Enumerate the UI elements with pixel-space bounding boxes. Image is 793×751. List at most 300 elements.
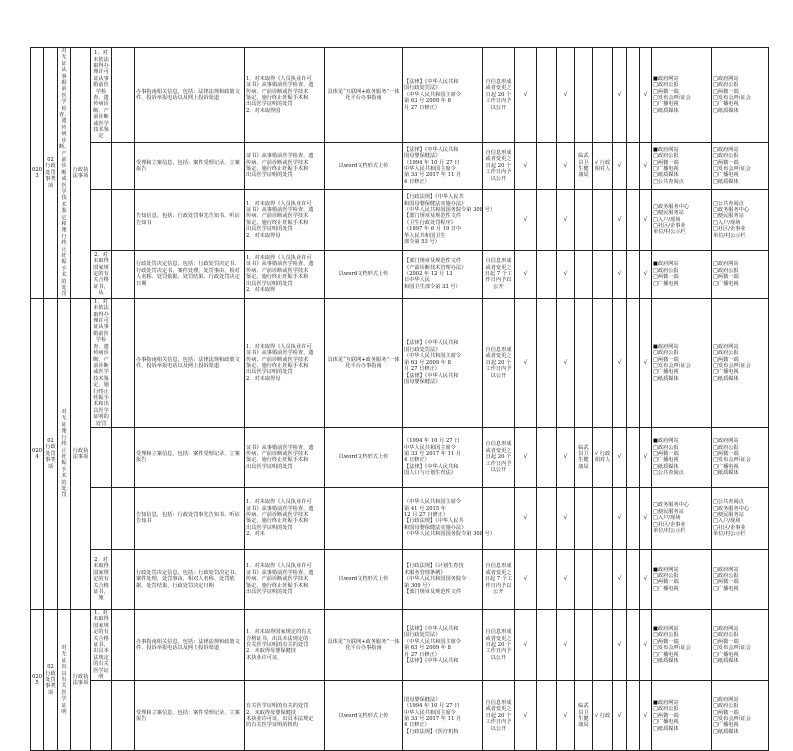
cell-line: 单位/村公示栏: [653, 229, 686, 236]
cell-line: 【法律】《中华人民共和: [404, 625, 459, 632]
cell-line: 出具医学证明的处罚: [246, 172, 293, 179]
cell-line: 鉴定、施行终止妊娠手术和: [246, 582, 309, 589]
mid-basis: [245, 487, 325, 549]
cell-line: □政府网站: [713, 343, 739, 350]
check-mark: √: [640, 549, 652, 609]
channel-options-2: [712, 681, 769, 751]
blank: [627, 549, 640, 609]
cell-line: □公共查阅点: [653, 470, 684, 477]
cell-line: □政务服务中心: [713, 207, 750, 214]
cell-line: □广播电视: [653, 280, 679, 287]
cell-line: 中华人民共和国主席令: [404, 709, 456, 716]
cell-line: 《产前诊断技术管理办法》: [404, 264, 467, 271]
mid-basis: [245, 427, 325, 487]
basis-col: 行政执法事项: [71, 609, 91, 750]
blank: [627, 427, 640, 487]
check-mark: √: [640, 427, 652, 487]
cell-line: □政府网站: [713, 261, 739, 268]
cell-line: 1．对未取得《人员执业许可: [246, 563, 312, 570]
check-mark: √: [557, 549, 575, 609]
table-row: [31, 298, 769, 427]
check-mark: √: [557, 142, 575, 189]
channel-options: [652, 250, 712, 298]
cell-line: 单位/村公示栏: [713, 531, 746, 538]
channel-options: [652, 549, 712, 609]
blank: [627, 48, 640, 143]
cell-line: （中华人民共和国主席令: [404, 91, 462, 98]
check-mark: √: [640, 681, 652, 751]
cell-line: ■政府网站: [653, 343, 679, 350]
content: 行政处罚决定信息，包括：行政处罚决定书、案件处理，处罚事由，相对人名称、处罚依据、处罚结果、行政处罚决定日期: [135, 549, 245, 609]
cell-line: （中华人民共和国国务院令第 308 号）: [404, 207, 496, 214]
cell-line: □两微一端: [713, 451, 739, 458]
channel-options-2: [712, 48, 769, 143]
scope: [593, 48, 613, 143]
cell-line: □纸质媒体: [713, 658, 739, 665]
cell-line: 第 33 号 2017 年 11 月: [404, 715, 462, 722]
cell-line: 第 63 号 2009 年 8: [404, 645, 451, 652]
cell-line: 第 63 号 2009 年 8: [404, 359, 451, 366]
cell-line: □广播电视: [713, 172, 739, 179]
cell-line: （中华人民共和国主席令: [404, 638, 462, 645]
cell-line: 和国卫生部令第 33 号）: [404, 283, 461, 290]
cell-line: 鉴定、施行终止妊娠手术和: [246, 94, 309, 101]
channel: 以word文档形式上传: [325, 250, 403, 298]
cell-line: 第 63 号 2009 年 8: [404, 98, 451, 105]
cell-line: 【法律】《中华人民共和: [404, 146, 459, 153]
cell-line: □政府公报: [713, 267, 739, 274]
cell-line: □便民服务站: [713, 213, 744, 220]
check-mark: √: [515, 681, 537, 751]
cell-line: 第 33 号 2017 年 11 月: [404, 451, 462, 458]
check-mark: √: [640, 48, 652, 143]
blank: [627, 250, 640, 298]
cell-line: （中华人民共和国主席令: [404, 353, 462, 360]
cell-line: 传病、产前诊断或医学技术: [246, 356, 309, 363]
check-mark: √: [640, 609, 652, 680]
check-mark: √: [557, 681, 575, 751]
cell-line: 出具医学证明的处罚: [246, 524, 293, 531]
cell-line: □政府公报: [653, 267, 679, 274]
cell-line: □广播电视: [713, 463, 739, 470]
cell-line: □纸质媒体: [653, 658, 679, 665]
cell-line: □社区/企事业: [713, 524, 746, 531]
cell-line: □广播电视: [713, 101, 739, 108]
item-name: 对无证从事婚前医学检查、遗传病诊断、产前诊断或医学技术鉴定和施行终止妊娠手术的处罚: [59, 48, 70, 298]
cell-line: 【行政法规】《中华人民共: [404, 194, 464, 201]
cell-line: 【法律】《中华人民共和: [404, 658, 459, 665]
table-row: [31, 549, 769, 609]
cell-line: 出具医学证明的处罚: [246, 589, 293, 596]
cell-line: 国母婴保健法》: [404, 696, 441, 703]
subject: 2．对未取得国家规定的有关合格证书，施: [91, 549, 112, 609]
cell-line: 证书》从事婚前医学检查、遗: [246, 569, 314, 576]
check-mark: √: [640, 142, 652, 189]
cell-line: （中华人民共和国主席令: [404, 499, 462, 506]
cell-line: □政府网站: [713, 146, 739, 153]
basis-col: 行政执法事项: [71, 298, 91, 609]
dept: [575, 190, 593, 251]
cell-line: 证书》从事婚前医学检查、遗: [246, 350, 314, 357]
cell-line: □发布会/听证会: [653, 94, 691, 101]
check-mark: √: [557, 487, 575, 549]
cell-line: 2．对未取得母: [246, 232, 281, 239]
sub-col: [112, 250, 135, 298]
dept: [575, 549, 593, 609]
check-mark: √: [557, 609, 575, 680]
cell-line: □纸质媒体: [653, 172, 679, 179]
law: [403, 48, 483, 143]
check-mark: √: [613, 427, 627, 487]
disclosure-table: [30, 47, 769, 751]
cell-line: □入户/现场: [713, 219, 741, 226]
check-mark: √: [515, 48, 537, 143]
cell-line: 【法律】《中华人民共和: [404, 340, 459, 347]
sub-col: [112, 298, 135, 427]
check-mark: √: [613, 549, 627, 609]
cell-line: □纸质媒体: [653, 463, 679, 470]
cell-line: □纸质媒体: [653, 107, 679, 114]
cell-line: 术服务管理条例》: [404, 569, 446, 576]
cell-line: □广播电视: [653, 165, 679, 172]
blank: [537, 427, 557, 487]
cell-line: 出具医学证明的处罚: [246, 280, 293, 287]
cell-line: □两微一端: [713, 159, 739, 166]
cell-line: □政府网站: [713, 696, 739, 703]
cell-line: □政府公报: [713, 703, 739, 710]
cell-line: □两微一端: [653, 712, 679, 719]
cell-line: □发布会/听证会: [713, 165, 751, 172]
law: [403, 298, 483, 427]
cell-line: 【部门规章及规范性文件: [404, 589, 462, 596]
cell-line: □公共查阅点: [713, 499, 744, 506]
cell-line: □社区/企事业: [653, 223, 686, 230]
cell-line: □两微一端: [653, 638, 679, 645]
cell-line: 部令第 53 号）: [404, 239, 440, 246]
subject: [91, 487, 112, 549]
check-mark: √: [640, 298, 652, 427]
blank: [537, 487, 557, 549]
subject: 1．对未取得国家规定的有关合格证书，出具本法规定的有关医学证明: [91, 609, 112, 680]
cell-line: 证书》从事婚前医学检查、遗: [246, 444, 314, 451]
cell-line: 国行政处罚法》: [404, 632, 441, 639]
cell-line: □政府公报: [713, 82, 739, 89]
scope: [593, 190, 613, 251]
cell-line: 传病、产前诊断或医学技术: [246, 267, 309, 274]
blank: [627, 142, 640, 189]
cell-line: ■政府网站: [653, 75, 679, 82]
row-id: 0204: [31, 298, 44, 609]
blank: [627, 298, 640, 427]
law: [403, 549, 483, 609]
cell-line: 出具医学证明的处罚: [246, 463, 293, 470]
cell-line: 中华人民共和国主席令: [404, 165, 456, 172]
check-mark: √: [613, 681, 627, 751]
time-limit: 自信息形成或者变更之日起 20 个工作日内予以公开: [483, 48, 515, 143]
blank: [537, 298, 557, 427]
cell-line: □入户/现场: [653, 216, 681, 223]
check-mark: √: [640, 487, 652, 549]
subject: [91, 190, 112, 251]
cell-line: □政务服务中心: [653, 203, 690, 210]
cell-line: 【行政法规】《医疗机构: [404, 728, 459, 735]
content: 行政处罚决定信息，包括：行政处罚决定书、行政处罚决定书、案件处理，处罚事由，相对人名称、处罚依据、处罚结果、行政处罚决定日期: [135, 250, 245, 298]
cell-line: 《卫生行政处罚程序》: [404, 219, 456, 226]
law: [403, 142, 483, 189]
dept: [575, 609, 593, 680]
cell-line: 合格证书，出具本法规定的: [246, 635, 309, 642]
cell-line: □政府公报: [653, 632, 679, 639]
cell-line: 出具医学证明的处罚: [246, 226, 293, 233]
cell-line: 鉴定、施行终止妊娠手术和: [246, 518, 309, 525]
channel-options: [652, 487, 712, 549]
channel-options-2: [712, 142, 769, 189]
cell-line: □广播电视: [713, 651, 739, 658]
cell-line: 【行政法规】《中华人民共: [404, 518, 464, 525]
table-row: [31, 609, 769, 680]
scope: √ 行政相对人: [593, 142, 613, 189]
content: 告知信息，包括：行政处罚事先告知书、听证告知书: [135, 487, 245, 549]
cell-line: 2．对未: [246, 531, 265, 538]
check-mark: √: [613, 190, 627, 251]
blank: [537, 549, 557, 609]
cell-line: （1994 年 10 月 27 日: [404, 159, 460, 166]
channel-options: [652, 142, 712, 189]
cell-line: 国母婴保健法》: [404, 378, 441, 385]
channel: 以word文档形式上传: [325, 681, 403, 751]
cell-line: □政务服务中心: [713, 505, 750, 512]
blank: [537, 190, 557, 251]
channel: [325, 190, 403, 251]
channel: 具体见“互联网+政务服务”一体化平台办事指南: [325, 48, 403, 143]
category: 02 行政处罚事类项: [44, 48, 58, 299]
cell-line: 月 27 日修正）: [404, 366, 440, 373]
channel-options-2: [712, 549, 769, 609]
table-row: [31, 427, 769, 487]
dept: 临武县卫生健康局: [575, 427, 593, 487]
sub-col: [112, 48, 135, 143]
cell-line: □政府公报: [713, 444, 739, 451]
cell-line: 鉴定、施行终止妊娠手术和: [246, 219, 309, 226]
law: [403, 250, 483, 298]
cell-line: 鉴定、施行终止妊娠手术和: [246, 165, 309, 172]
cell-line: □两微一端: [713, 638, 739, 645]
dept: [575, 250, 593, 298]
check-mark: √: [640, 250, 652, 298]
cell-line: （1994 年 10 月 27 日: [404, 438, 460, 445]
table-row: [31, 142, 769, 189]
cell-line: □两微一端: [653, 88, 679, 95]
check-mark: √: [613, 142, 627, 189]
cell-line: 1．对未取得《人员执业许可: [246, 200, 312, 207]
cell-line: □政府公报: [653, 444, 679, 451]
cell-line: 【部门规章及规范性文件: [404, 213, 462, 220]
cell-line: ■政府网站: [653, 625, 679, 632]
mid-basis: [245, 142, 325, 189]
content: 办事指南相关信息，包括：法律法规和政策文件、投诉举报电话以及网上投诉渠道: [135, 609, 245, 680]
cell-line: □政府公报: [653, 706, 679, 713]
channel-options: [652, 681, 712, 751]
scope: [593, 549, 613, 609]
content: 告知信息，包括：行政处罚事先告知书、听证告知书: [135, 190, 245, 251]
cell-line: 鉴定、施行终止妊娠手术和: [246, 362, 309, 369]
channel: 以word文档形式上传: [325, 142, 403, 189]
content: 办事指南相关信息，包括：法律法规和政策文件、投诉举报电话以及网上投诉渠道: [135, 298, 245, 427]
blank: [537, 48, 557, 143]
cell-line: 国行政处罚法》: [404, 346, 441, 353]
cell-line: 证书》从事婚前医学检查、遗: [246, 82, 314, 89]
cell-line: 4 日修正）: [404, 722, 430, 729]
time-limit: 自信息形成或者变更之日起 20 个工作日内予以公开: [483, 298, 515, 427]
check-mark: √: [515, 190, 537, 251]
cell-line: □纸质媒体: [713, 107, 739, 114]
cell-line: 【行政法规】《计划生育技: [404, 563, 464, 570]
channel-options-2: [712, 487, 769, 549]
scope: [593, 250, 613, 298]
cell-line: 1．对未取得《人员执业许可: [246, 343, 312, 350]
cell-line: 2．对未取得母: [246, 375, 281, 382]
cell-line: 日中华人民: [404, 277, 430, 284]
mid-basis: [245, 549, 325, 609]
cell-line: ■政府网站: [653, 438, 679, 445]
cell-line: （1997 年 6 月 19 日中: [404, 226, 462, 233]
category: 02 行政处罚事类项: [44, 609, 58, 750]
sub-col: [112, 681, 135, 751]
cell-line: 月 27 日修正）: [404, 651, 440, 658]
channel-options-2: [712, 298, 769, 427]
content: 受理和立案信息，包括：案件受理记录、立案报告: [135, 681, 245, 751]
cell-line: □两微一端: [713, 356, 739, 363]
time-limit: 自信息形成或者变更之日起 7 个工作日内予以公开: [483, 549, 515, 609]
table-row: [31, 48, 769, 143]
cell-line: 第 309 号）: [404, 582, 433, 589]
cell-line: □政府网站: [713, 75, 739, 82]
content: 办事指南相关信息，包括：法律法规和政策文件、投诉举报电话以及网上投诉渠道: [135, 48, 245, 143]
subject: 2．对未取得国家规定的有关合格证书，从: [91, 250, 112, 298]
check-mark: √: [515, 250, 537, 298]
row-id: 0203: [31, 48, 44, 299]
scope: √ 行政: [593, 681, 613, 751]
law: [403, 427, 483, 487]
sub-col: [112, 190, 135, 251]
cell-line: □政府网站: [713, 566, 739, 573]
table-row: [31, 681, 769, 751]
cell-line: 4 日修正）: [404, 178, 430, 185]
check-mark: √: [515, 142, 537, 189]
cell-line: 证书》从事婚前医学检查、遗: [246, 207, 314, 214]
cell-line: 术执业许可证，出具本法规定: [246, 715, 314, 722]
cell-line: □两微一端: [713, 709, 739, 716]
cell-line: 12 月 27 日修正）: [404, 512, 449, 519]
cell-line: 鉴定、施行终止妊娠手术和: [246, 274, 309, 281]
cell-line: □政府公报: [713, 573, 739, 580]
cell-line: ■政府网站: [653, 566, 679, 573]
cell-line: □公共查阅点: [713, 200, 744, 207]
cell-line: □纸质媒体: [653, 375, 679, 382]
table-row: [31, 250, 769, 298]
cell-line: □发布会/听证会: [713, 94, 751, 101]
cell-line: □政府公报: [653, 350, 679, 357]
time-limit: [483, 487, 515, 549]
content: 受理和立案信息，包括：案件受理记录、立案报告: [135, 427, 245, 487]
cell-line: 1．对未取得《人员执业许可: [246, 499, 312, 506]
cell-line: 传病、产前诊断或医学技术: [246, 88, 309, 95]
cell-line: 国行政处罚法》: [404, 85, 441, 92]
cell-line: □广播电视: [653, 101, 679, 108]
cell-line: 传病、产前诊断或医学技术: [246, 451, 309, 458]
cell-line: □政府公报: [653, 573, 679, 580]
cell-line: 1．对未取得《人员执业许可: [246, 75, 312, 82]
cell-line: （2002 年 12 月 13: [404, 271, 453, 278]
check-mark: √: [557, 190, 575, 251]
cell-line: □两微一端: [713, 274, 739, 281]
sub-col: [112, 487, 135, 549]
blank: [537, 250, 557, 298]
cell-line: □便民服务站: [653, 210, 684, 217]
law: [403, 190, 496, 251]
cell-line: 出具医学证明的处罚: [246, 101, 293, 108]
cell-line: 月 27 日修正）: [404, 104, 440, 111]
mid-basis: [245, 250, 325, 298]
cell-line: 的有关医学证明的机构: [246, 722, 298, 729]
blank: [537, 609, 557, 680]
cell-line: □两微一端: [653, 159, 679, 166]
table-row: [31, 487, 769, 549]
cell-line: □便民服务站: [653, 508, 684, 515]
cell-line: 传病、产前诊断或医学技术: [246, 512, 309, 519]
check-mark: √: [515, 487, 537, 549]
item-name: 对无证出具有关医学证明: [58, 609, 71, 750]
cell-line: □发布会/听证会: [713, 457, 751, 464]
cell-line: 2．未取得母婴保健技: [246, 709, 296, 716]
check-mark: √: [557, 298, 575, 427]
sub-col: [112, 549, 135, 609]
blank: [537, 142, 557, 189]
cell-line: □两微一端: [653, 579, 679, 586]
channel-options-2: [712, 609, 769, 680]
check-mark: √: [515, 427, 537, 487]
channel-options: [652, 48, 712, 143]
time-limit: 自信息形成或者变更之日起 20 个工作日内予以公开: [483, 142, 515, 189]
cell-line: □入户/现场: [713, 518, 741, 525]
cell-line: □两微一端: [713, 88, 739, 95]
check-mark: √: [557, 48, 575, 143]
cell-line: 4 日修正）: [404, 457, 430, 464]
cell-line: 【法律】《中华人民共和: [404, 78, 459, 85]
channel-options-2: [712, 190, 769, 251]
cell-line: □纸质媒体: [713, 470, 739, 477]
cell-line: □便民服务站: [713, 512, 744, 519]
row-id: 0205: [31, 609, 44, 750]
cell-line: □政府公报: [653, 153, 679, 160]
cell-line: □广播电视: [653, 719, 679, 726]
dept: [575, 487, 593, 549]
subject: 1．对未依法取得办理许可证从事婚前医学检查、遗传病诊断、产前诊断或医学技术鉴定: [91, 48, 112, 143]
dept: [575, 48, 593, 143]
cell-line: ■政府网站: [653, 261, 679, 268]
channel-options: [652, 298, 712, 427]
cell-line: □广播电视: [653, 369, 679, 376]
cell-line: □发布会/听证会: [713, 362, 751, 369]
channel-options: [652, 427, 712, 487]
cell-line: 2．对未取得: [246, 287, 276, 294]
cell-line: 【法律】《中华人民共和: [404, 463, 459, 470]
cell-line: □两微一端: [653, 451, 679, 458]
channel: [325, 487, 403, 549]
cell-line: □纸质媒体: [713, 728, 739, 735]
channel-options-2: [712, 427, 769, 487]
time-limit: [483, 190, 515, 251]
